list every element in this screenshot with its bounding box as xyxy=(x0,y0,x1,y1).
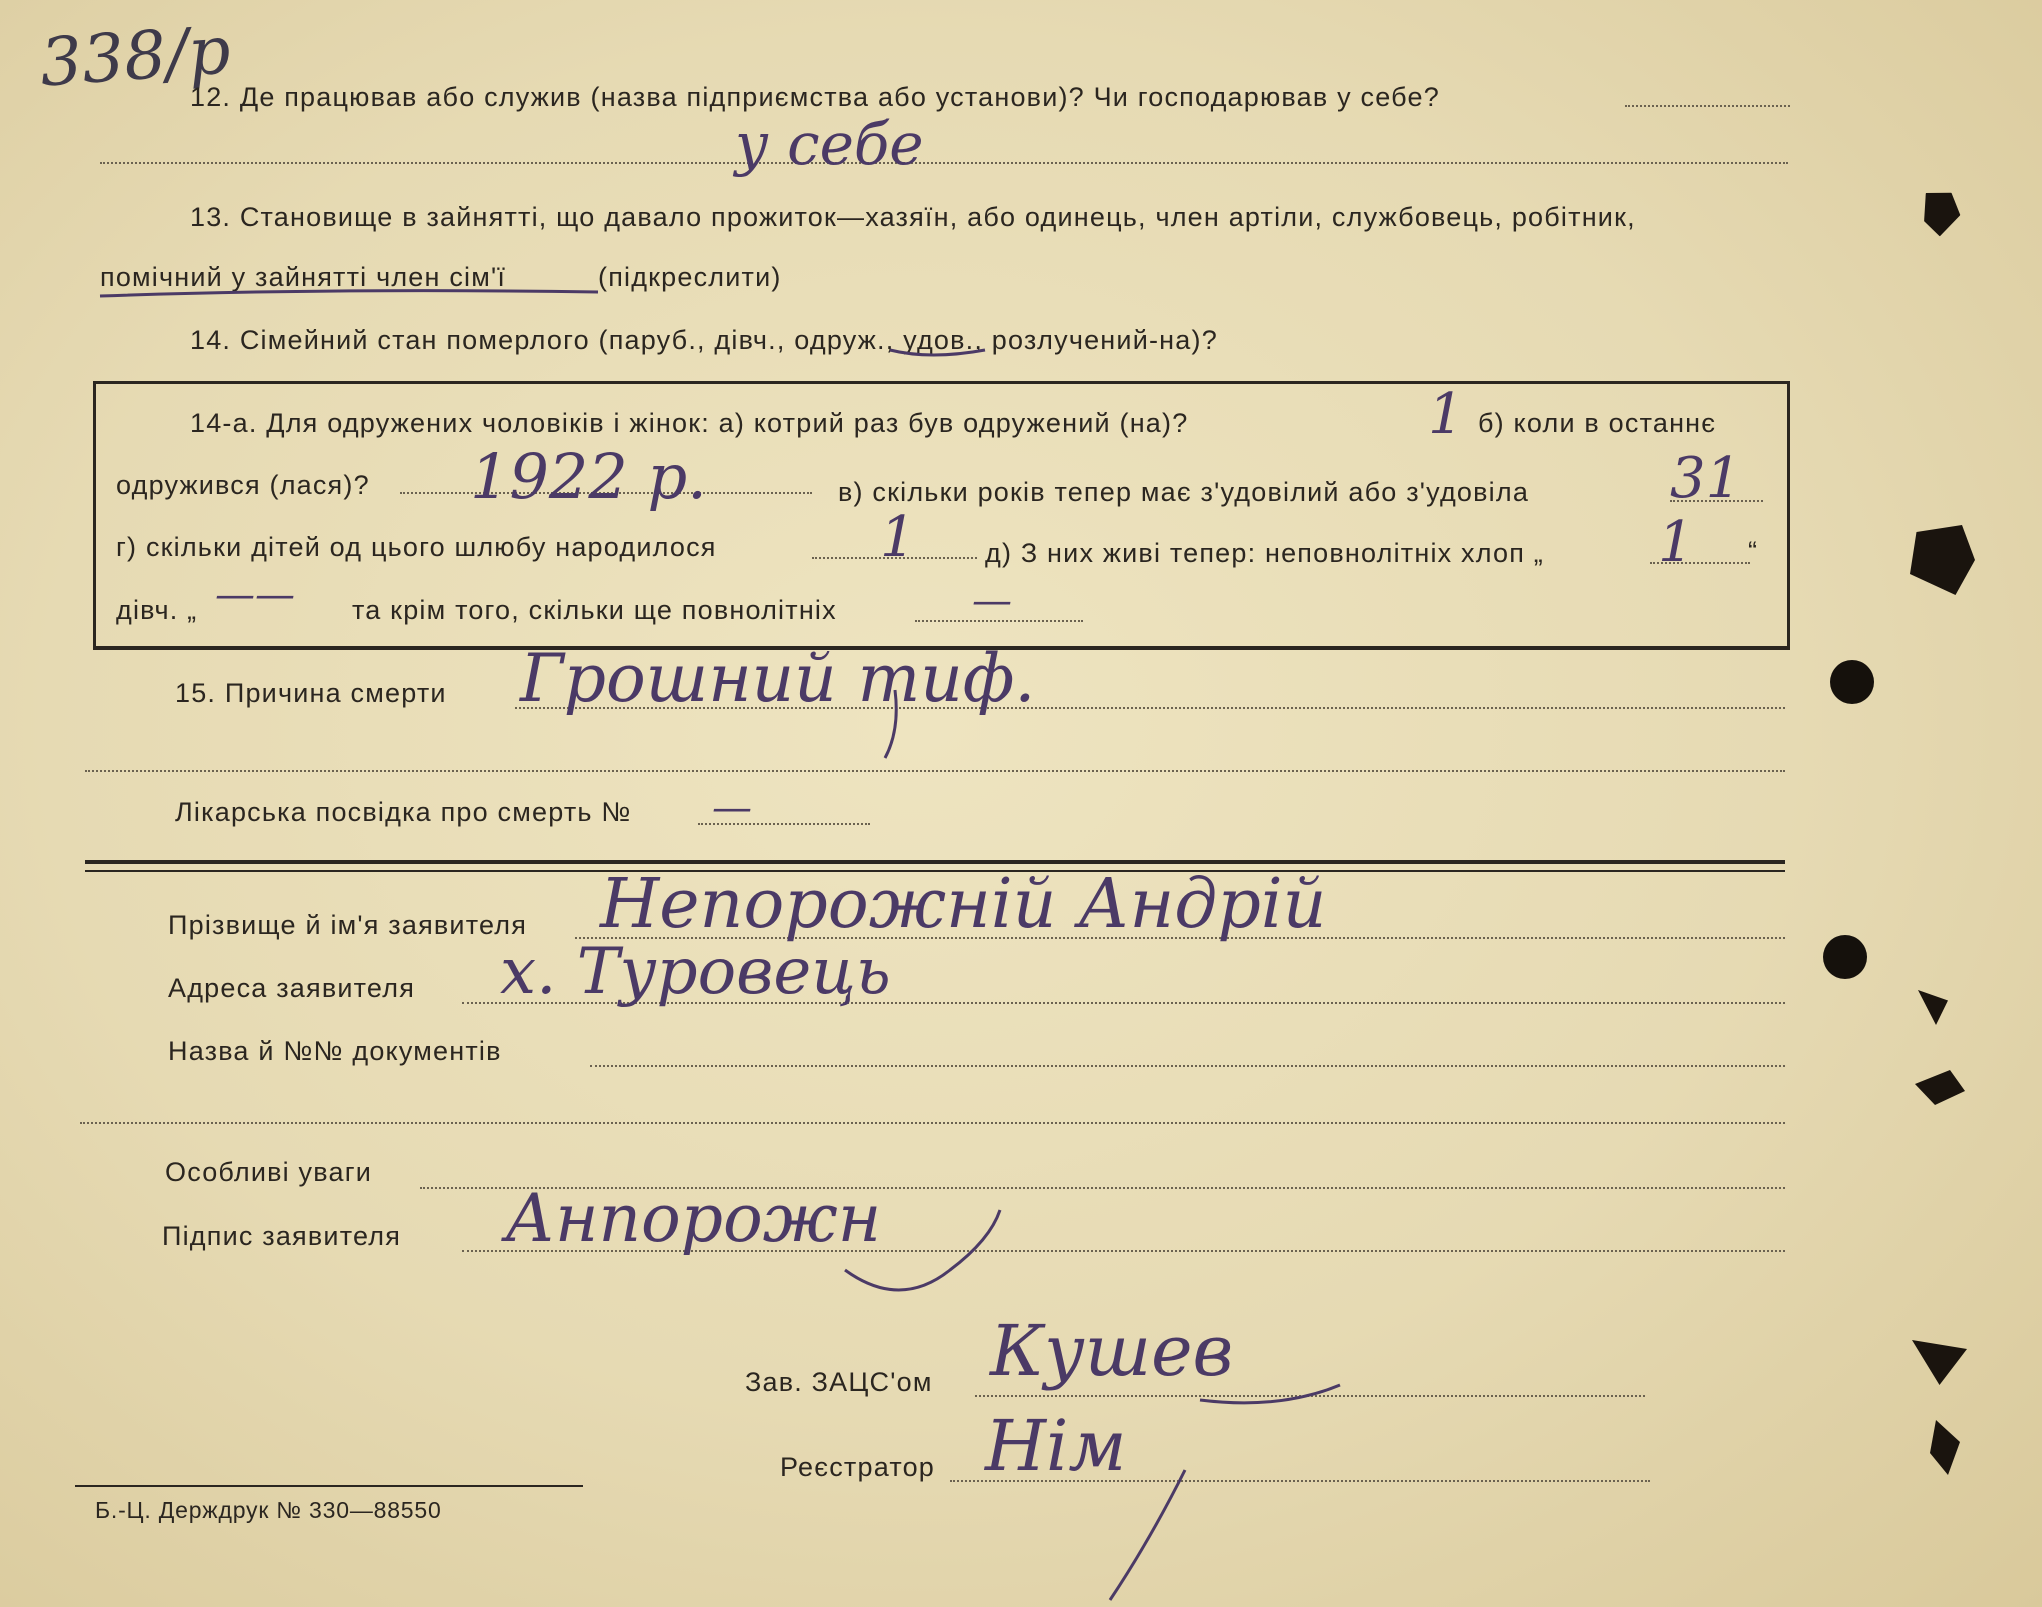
q13-underline-stroke xyxy=(100,291,598,296)
archive-number: 338/р xyxy=(37,11,233,102)
applicant-name-value: Непорожній Андрій xyxy=(600,865,1327,944)
q14-label: 14. Сімейний стан померлого (паруб., дівч., одруж., удов., розлучений-на)? xyxy=(190,325,1218,355)
q14-underline-stroke xyxy=(890,350,985,355)
registrar-label: Реєстратор xyxy=(780,1452,936,1482)
head-zags-label: Зав. ЗАЦС'ом xyxy=(745,1367,933,1397)
q15-answer: Грошний тиф. xyxy=(520,640,1036,717)
q13-label: 13. Становище в зайнятті, що давало прожиток—хазяїн, або одинець, член артіли, службовець, робітник, xyxy=(190,202,1636,232)
applicant-name-label: Прізвище й ім'я заявителя xyxy=(168,910,528,940)
applicant-address-label: Адреса заявителя xyxy=(168,973,416,1003)
medical-answer: — xyxy=(712,785,752,831)
binding-hole-2 xyxy=(1823,935,1867,979)
medical-label: Лікарська посвідка про смерть № xyxy=(175,797,632,827)
q14a-line1-b: б) коли в останнє xyxy=(1478,408,1717,438)
head-zags-signature: Кушев xyxy=(990,1310,1234,1392)
registrar-signature: Нім xyxy=(985,1405,1127,1487)
q14a-answer-adult: — xyxy=(972,578,1012,624)
q14a-line3-d: д) З них живі тепер: неповнолітніх хлоп „ xyxy=(985,538,1544,568)
q12-label: 12. Де працював або служив (назва підприємства або установи)? Чи господарював у себе? xyxy=(190,82,1440,112)
q14a-quote-close: “ xyxy=(1748,536,1759,566)
applicant-signature: Анпорожн xyxy=(505,1180,882,1257)
q14a-line2-c: в) скільки років тепер має з'удовілий або з'удовіла xyxy=(838,477,1530,507)
q14a-answer-girls: —— xyxy=(215,572,295,618)
applicant-address-value: х. Туровець xyxy=(500,935,891,1009)
q14a-line2-label: одружився (лася)? xyxy=(116,470,370,500)
q14a-line4-girls: дівч. „ xyxy=(116,595,198,625)
q14a-line1: 14-а. Для одружених чоловіків і жінок: а) котрий раз був одружений (на)? xyxy=(190,408,1189,438)
q13-note: (підкреслити) xyxy=(598,262,782,292)
q15-label: 15. Причина смерти xyxy=(175,678,447,708)
q14a-answer-c: 31 xyxy=(1670,446,1742,511)
q14a-answer-g: 1 xyxy=(880,505,916,570)
q15-answer-tail xyxy=(885,690,896,758)
registrar-signature-tail xyxy=(1110,1470,1185,1600)
q14a-answer-d-boys: 1 xyxy=(1658,510,1694,575)
applicant-signature-label: Підпис заявителя xyxy=(162,1221,402,1251)
q14a-line4-adult: та крім того, скільки ще повнолітніх xyxy=(352,595,837,625)
q14a-answer-a: 1 xyxy=(1428,382,1464,447)
q13-option-underlined: помічний у зайнятті член сім'ї xyxy=(100,262,507,292)
applicant-docs-label: Назва й №№ документів xyxy=(168,1036,502,1066)
signature-flourish xyxy=(845,1210,1000,1290)
q14a-line3-g: г) скільки дітей од цього шлюбу народилося xyxy=(116,532,717,562)
head-signature-flourish xyxy=(1200,1385,1340,1403)
binding-hole-1 xyxy=(1830,660,1874,704)
q14a-answer-b: 1922 р. xyxy=(470,440,707,513)
printer-imprint: Б.-Ц. Держдрук № 330—88550 xyxy=(95,1497,442,1523)
applicant-notes-label: Особливі уваги xyxy=(165,1157,373,1187)
q12-answer: у себе xyxy=(735,110,924,178)
